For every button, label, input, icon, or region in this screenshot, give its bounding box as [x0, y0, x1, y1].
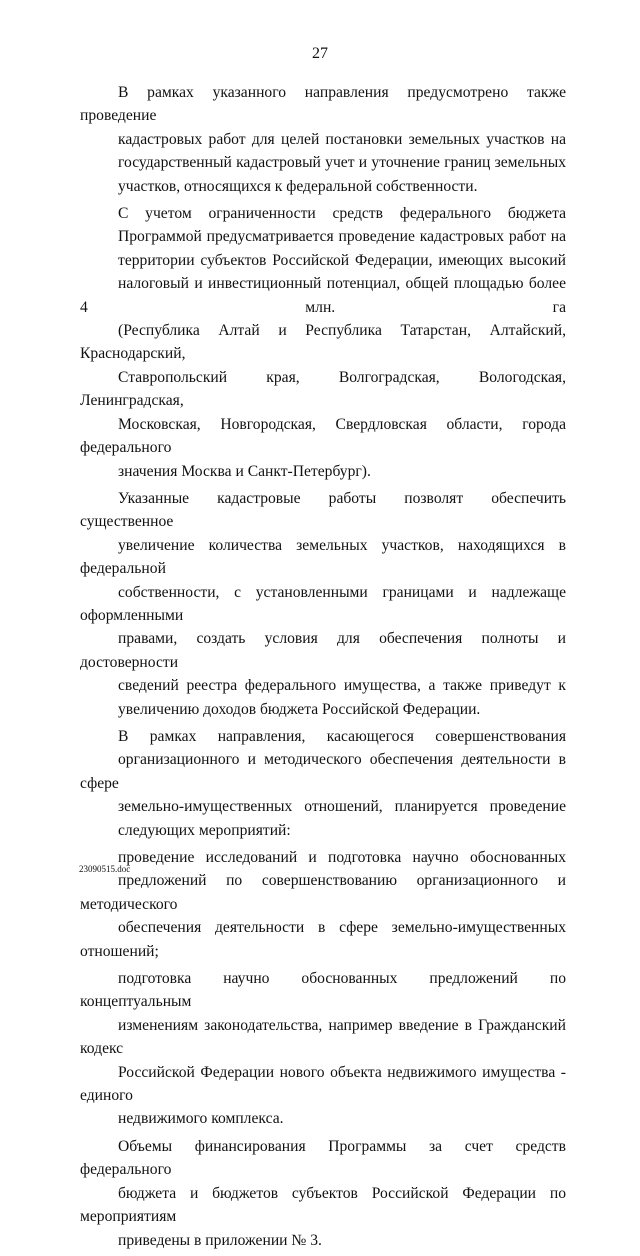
- text-line: Ставропольский края, Волгоградская, Вологодская, Ленинградская,: [80, 368, 566, 410]
- text-line: В рамках указанного направления предусмотрено также проведение: [80, 84, 566, 125]
- text-line: значения Москва и Санкт-Петербург).: [118, 462, 371, 480]
- text-line: собственности, с установленными границами и надлежаще оформленными: [80, 583, 566, 624]
- text-line: сведений реестра федерального имущества, а также приведут к: [118, 677, 566, 695]
- text-line: обеспечения деятельности в сфере земельно-имущественных отношений;: [80, 919, 566, 960]
- text-line: участков, относящихся к федеральной собственности.: [118, 177, 478, 195]
- text-line: Указанные кадастровые работы позволят обеспечить существенное: [80, 489, 566, 531]
- paragraph: [80, 725, 566, 842]
- document-body: [80, 81, 566, 1256]
- paragraph: [80, 487, 566, 721]
- text-line: территории субъектов Российской Федерации, имеющих высокий: [118, 251, 566, 269]
- text-line: государственный кадастровый учет и уточнение границ земельных: [118, 154, 566, 172]
- paragraph: [80, 967, 566, 1131]
- text-line: налоговый и инвестиционный потенциал, общей площадью более 4 млн. га: [80, 275, 566, 316]
- paragraph: [80, 202, 566, 483]
- text-line: Программой предусматривается проведение кадастровых работ на: [118, 228, 566, 246]
- text-line: Российской Федерации нового объекта недвижимого имущества - единого: [80, 1063, 566, 1105]
- text-line: Московская, Новгородская, Свердловская области, города федерального: [80, 415, 566, 457]
- text-line: проведение исследований и подготовка научно обоснованных: [118, 849, 566, 866]
- text-line: бюджета и бюджетов субъектов Российской Федерации по мероприятиям: [80, 1184, 566, 1226]
- text-line: предложений по совершенствованию организационного и методического: [80, 872, 566, 913]
- text-line: В рамках направления, касающегося совершенствования: [118, 727, 566, 745]
- text-line: увеличению доходов бюджета Российской Федерации.: [118, 700, 481, 718]
- paragraph: [80, 1135, 566, 1252]
- text-line: следующих мероприятий:: [118, 821, 291, 839]
- paragraph: [80, 81, 566, 198]
- page-number: 27: [312, 45, 328, 62]
- text-line: правами, создать условия для обеспечения полноты и достоверности: [80, 630, 566, 671]
- text-line: кадастровых работ для целей постановки земельных участков на: [118, 130, 566, 148]
- text-line: земельно-имущественных отношений, планируется проведение: [118, 798, 566, 816]
- text-line: приведены в приложении № 3.: [118, 1231, 322, 1249]
- text-line: (Республика Алтай и Республика Татарстан, Алтайский, Краснодарский,: [80, 322, 566, 363]
- file-name-footer: 23090515.doc: [79, 864, 131, 874]
- text-line: С учетом ограниченности средств федерального бюджета: [118, 205, 566, 223]
- text-line: Объемы финансирования Программы за счет средств федерального: [80, 1137, 566, 1179]
- text-line: увеличение количества земельных участков, находящихся в федеральной: [80, 536, 566, 578]
- text-line: подготовка научно обоснованных предложений по концептуальным: [80, 970, 566, 1011]
- text-line: организационного и методического обеспечения деятельности в сфере: [80, 751, 566, 792]
- text-line: недвижимого комплекса.: [118, 1110, 284, 1128]
- text-line: изменениям законодательства, например введение в Гражданский кодекс: [80, 1016, 566, 1058]
